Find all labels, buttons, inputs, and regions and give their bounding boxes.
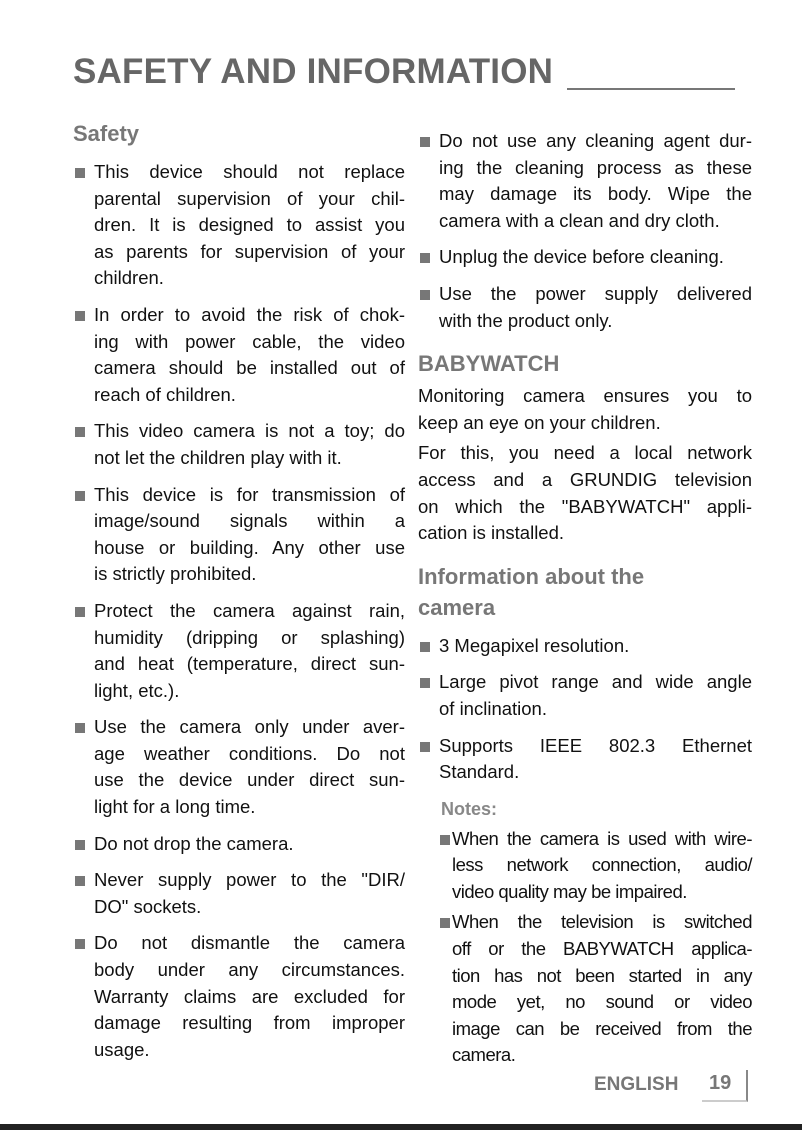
bullet-square-icon <box>75 311 85 321</box>
text-line: Use the camera only under aver- <box>94 716 405 738</box>
text-line: Use the power supply delivered <box>439 282 752 304</box>
bullet-square-icon <box>420 678 430 688</box>
bullet-square-icon <box>75 876 85 886</box>
text-line: Monitoring camera ensures you to <box>418 385 752 407</box>
text-line: camera. <box>452 1044 516 1066</box>
note-item <box>418 909 752 1069</box>
section-heading: Safety <box>73 121 140 146</box>
text-line: Unplug the device before cleaning. <box>439 246 724 268</box>
notes-heading: Notes: <box>441 798 498 819</box>
text-line: For this, you need a local network <box>418 442 752 464</box>
text-line: off or the BABYWATCH applica- <box>452 938 752 960</box>
text-line: use the device under direct sun- <box>94 769 405 791</box>
text-line: Supports IEEE 802.3 Ethernet <box>439 734 752 756</box>
text-line: Do not use any cleaning agent dur- <box>439 130 752 151</box>
bullet-item <box>73 598 405 704</box>
text-line: damage resulting from improper <box>94 1012 405 1034</box>
text-line: camera should be installed out of <box>94 357 405 379</box>
text-line: image/sound signals within a <box>94 510 405 532</box>
text-line: Protect the camera against rain, <box>94 599 405 621</box>
bottom-rule <box>0 1124 802 1130</box>
text-line: and heat (temperature, direct sun- <box>94 653 405 675</box>
text-line: ing with power cable, the video <box>94 330 405 352</box>
text-line: keep an eye on your children. <box>418 411 661 433</box>
bullet-square-icon <box>75 723 85 733</box>
bullet-item <box>418 244 752 271</box>
bullet-square-icon <box>75 607 85 617</box>
text-line: house or building. Any other use <box>94 536 405 558</box>
bullet-square-icon <box>420 742 430 752</box>
bullet-item <box>418 281 752 334</box>
bullet-item <box>73 714 405 820</box>
text-line: 3 Megapixel resolution. <box>439 634 630 656</box>
bullet-square-icon <box>420 253 430 263</box>
section-heading: Information about the camera <box>418 563 645 620</box>
text-line: access and a GRUNDIG television <box>418 468 752 490</box>
bullet-square-icon <box>75 168 85 178</box>
text-line: on which the "BABYWATCH" appli- <box>418 495 752 517</box>
bullet-item <box>73 418 405 471</box>
text-line: image can be received from the <box>452 1017 752 1039</box>
title-rule <box>567 88 735 90</box>
paragraph <box>418 440 752 546</box>
bullet-square-icon <box>420 137 430 147</box>
text-line: Warranty claims are excluded for <box>94 985 405 1007</box>
text-line: Large pivot range and wide angle <box>439 671 752 693</box>
bullet-item <box>73 930 405 1063</box>
left-column <box>73 118 405 1063</box>
page-title: SAFETY AND INFORMATION <box>73 52 554 91</box>
text-line: of inclination. <box>439 697 547 719</box>
text-line: is strictly prohibited. <box>94 563 257 585</box>
right-column <box>418 118 752 1069</box>
text-line: This video camera is not a toy; do <box>94 420 405 442</box>
bullet-square-icon <box>75 491 85 501</box>
text-line: may damage its body. Wipe the <box>439 183 752 205</box>
text-line: video quality may be impaired. <box>452 880 687 902</box>
text-line: children. <box>94 267 164 289</box>
bullet-square-icon <box>420 290 430 300</box>
text-line: Standard. <box>439 761 520 783</box>
text-line: When the camera is used with wire- <box>452 827 752 849</box>
text-line: cation is installed. <box>418 522 565 544</box>
text-line: age weather conditions. Do not <box>94 742 405 764</box>
bullet-square-icon <box>75 427 85 437</box>
text-line: light, etc.). <box>94 679 180 701</box>
bullet-square-icon <box>440 918 450 928</box>
text-line: Do not dismantle the camera <box>94 932 405 954</box>
bullet-item <box>73 867 405 920</box>
text-line: dren. It is designed to assist you <box>94 214 405 236</box>
text-line: body under any circumstances. <box>94 959 405 981</box>
text-line: camera with a clean and dry cloth. <box>439 209 720 231</box>
bullet-square-icon <box>420 642 430 652</box>
text-line: This device should not replace <box>94 161 405 182</box>
text-line: Never supply power to the "DIR/ <box>94 869 405 891</box>
footer-language: ENGLISH <box>594 1074 679 1095</box>
text-line: less network connection, audio/ <box>452 854 752 876</box>
text-line: In order to avoid the risk of chok- <box>94 303 405 325</box>
bullet-item <box>73 831 405 858</box>
text-line: When the television is switched <box>452 911 752 933</box>
text-line: tion has not been started in any <box>452 964 752 986</box>
text-line: mode yet, no sound or video <box>452 991 752 1013</box>
bullet-item <box>73 159 405 292</box>
text-line: usage. <box>94 1038 150 1060</box>
bullet-item <box>418 669 752 722</box>
text-line: with the product only. <box>439 309 613 331</box>
bullet-item <box>418 733 752 786</box>
paragraph <box>418 383 752 436</box>
text-line: not let the children play with it. <box>94 446 342 468</box>
bullet-square-icon <box>75 939 85 949</box>
text-line: light for a long time. <box>94 796 256 818</box>
text-line: ing the cleaning process as these <box>439 156 752 178</box>
text-line: This device is for transmission of <box>94 483 405 505</box>
text-line: Do not drop the camera. <box>94 832 294 854</box>
text-line: parental supervision of your chil- <box>94 187 405 209</box>
text-line: reach of children. <box>94 383 236 405</box>
text-line: as parents for supervision of your <box>94 240 405 262</box>
bullet-square-icon <box>75 840 85 850</box>
note-item <box>418 826 752 906</box>
text-line: DO" sockets. <box>94 895 202 917</box>
bullet-square-icon <box>440 835 450 845</box>
bullet-item <box>73 302 405 408</box>
bullet-item <box>418 128 752 234</box>
text-line: humidity (dripping or splashing) <box>94 626 405 648</box>
section-heading: BABYWATCH <box>418 351 560 377</box>
bullet-item <box>418 633 752 660</box>
page-number: 19 <box>709 1072 732 1094</box>
bullet-item <box>73 482 405 588</box>
